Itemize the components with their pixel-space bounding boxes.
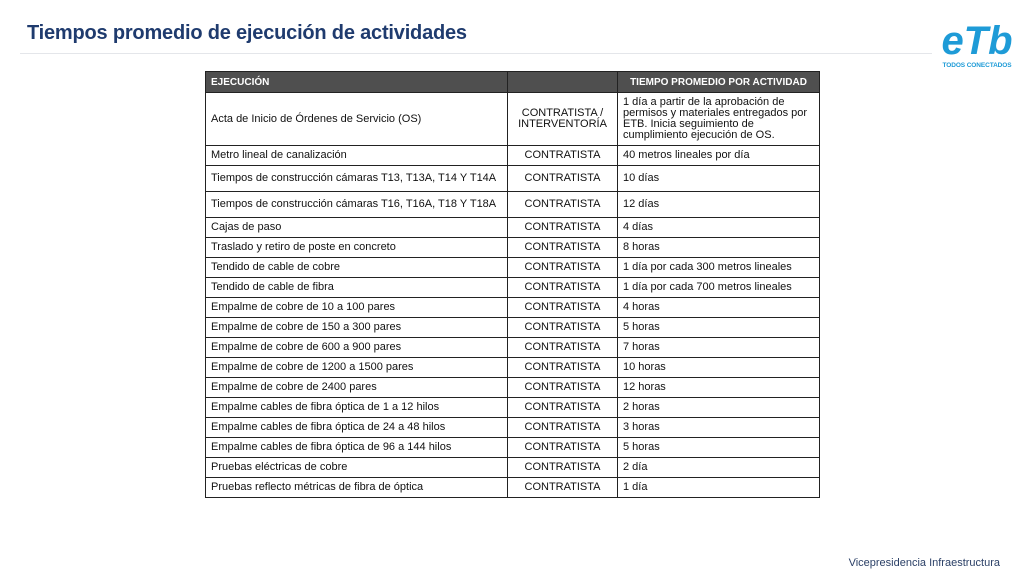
table-row (206, 166, 820, 192)
cell-actividad: Acta de Inicio de Órdenes de Servicio (OS) (206, 93, 508, 146)
cell-tiempo: 3 horas (618, 418, 820, 438)
cell-tiempo: 12 horas (618, 378, 820, 398)
table-row (206, 318, 820, 338)
cell-responsable: CONTRATISTA (508, 146, 618, 166)
cell-actividad: Metro lineal de canalización (206, 146, 508, 166)
table-row (206, 298, 820, 318)
header-tiempo: TIEMPO PROMEDIO POR ACTIVIDAD (618, 72, 820, 93)
cell-tiempo: 7 horas (618, 338, 820, 358)
table-row (206, 358, 820, 378)
cell-actividad: Empalme de cobre de 10 a 100 pares (206, 298, 508, 318)
cell-responsable: CONTRATISTA (508, 218, 618, 238)
table-row (206, 93, 820, 146)
etb-logo-text: eTb (942, 19, 1012, 62)
cell-tiempo: 4 horas (618, 298, 820, 318)
cell-tiempo: 12 días (618, 192, 820, 218)
cell-tiempo: 8 horas (618, 238, 820, 258)
footer-text: Vicepresidencia Infraestructura (848, 557, 1000, 569)
cell-tiempo: 1 día (618, 478, 820, 498)
cell-actividad: Empalme cables de fibra óptica de 1 a 12 hilos (206, 398, 508, 418)
cell-actividad: Empalme de cobre de 600 a 900 pares (206, 338, 508, 358)
table-header-row (206, 72, 820, 93)
cell-responsable: CONTRATISTA (508, 378, 618, 398)
table-row (206, 478, 820, 498)
logo-tagline: TODOS CONECTADOS (942, 62, 1012, 69)
cell-actividad: Empalme cables de fibra óptica de 96 a 144 hilos (206, 438, 508, 458)
cell-responsable: CONTRATISTA (508, 398, 618, 418)
cell-responsable: CONTRATISTA (508, 166, 618, 192)
cell-responsable: CONTRATISTA (508, 458, 618, 478)
cell-actividad: Pruebas reflecto métricas de fibra de óptica (206, 478, 508, 498)
cell-tiempo: 5 horas (618, 438, 820, 458)
cell-responsable: CONTRATISTA (508, 298, 618, 318)
header-responsable (508, 72, 618, 93)
cell-responsable: CONTRATISTA (508, 438, 618, 458)
etb-logo (942, 16, 1012, 76)
cell-responsable: CONTRATISTA (508, 418, 618, 438)
cell-tiempo: 2 horas (618, 398, 820, 418)
table-row (206, 238, 820, 258)
cell-actividad: Tendido de cable de fibra (206, 278, 508, 298)
header-ejecucion: EJECUCIÓN (206, 72, 508, 93)
cell-responsable: CONTRATISTA / INTERVENTORÍA (508, 93, 618, 146)
cell-responsable: CONTRATISTA (508, 478, 618, 498)
cell-responsable: CONTRATISTA (508, 338, 618, 358)
cell-actividad: Pruebas eléctricas de cobre (206, 458, 508, 478)
etb-logo-mark (942, 16, 1012, 62)
page-title: Tiempos promedio de ejecución de actividades (27, 22, 467, 44)
table-row (206, 278, 820, 298)
cell-tiempo: 10 horas (618, 358, 820, 378)
cell-responsable: CONTRATISTA (508, 358, 618, 378)
cell-tiempo: 1 día a partir de la aprobación de permisos y materiales entregados por ETB. Inicia seguimiento de cumplimiento ejecución de OS. (618, 93, 820, 146)
table-row (206, 338, 820, 358)
cell-tiempo: 1 día por cada 300 metros lineales (618, 258, 820, 278)
cell-responsable: CONTRATISTA (508, 318, 618, 338)
cell-actividad: Tiempos de construcción cámaras T13, T13A, T14 Y T14A (206, 166, 508, 192)
cell-actividad: Tiempos de construcción cámaras T16, T16A, T18 Y T18A (206, 192, 508, 218)
table-row (206, 192, 820, 218)
cell-actividad: Cajas de paso (206, 218, 508, 238)
title-divider (20, 53, 932, 54)
cell-actividad: Empalme de cobre de 2400 pares (206, 378, 508, 398)
table-row (206, 218, 820, 238)
table-row (206, 418, 820, 438)
activities-table (205, 71, 820, 498)
cell-responsable: CONTRATISTA (508, 192, 618, 218)
cell-responsable: CONTRATISTA (508, 278, 618, 298)
cell-tiempo: 1 día por cada 700 metros lineales (618, 278, 820, 298)
cell-responsable: CONTRATISTA (508, 238, 618, 258)
cell-tiempo: 2 día (618, 458, 820, 478)
cell-actividad: Traslado y retiro de poste en concreto (206, 238, 508, 258)
cell-actividad: Empalme cables de fibra óptica de 24 a 48 hilos (206, 418, 508, 438)
table-row (206, 398, 820, 418)
cell-responsable: CONTRATISTA (508, 258, 618, 278)
cell-actividad: Empalme de cobre de 1200 a 1500 pares (206, 358, 508, 378)
table-row (206, 378, 820, 398)
table-row (206, 458, 820, 478)
cell-actividad: Tendido de cable de cobre (206, 258, 508, 278)
cell-tiempo: 10 días (618, 166, 820, 192)
cell-tiempo: 4 días (618, 218, 820, 238)
cell-tiempo: 40 metros lineales por día (618, 146, 820, 166)
cell-tiempo: 5 horas (618, 318, 820, 338)
cell-actividad: Empalme de cobre de 150 a 300 pares (206, 318, 508, 338)
table-row (206, 146, 820, 166)
table-row (206, 258, 820, 278)
table-row (206, 438, 820, 458)
